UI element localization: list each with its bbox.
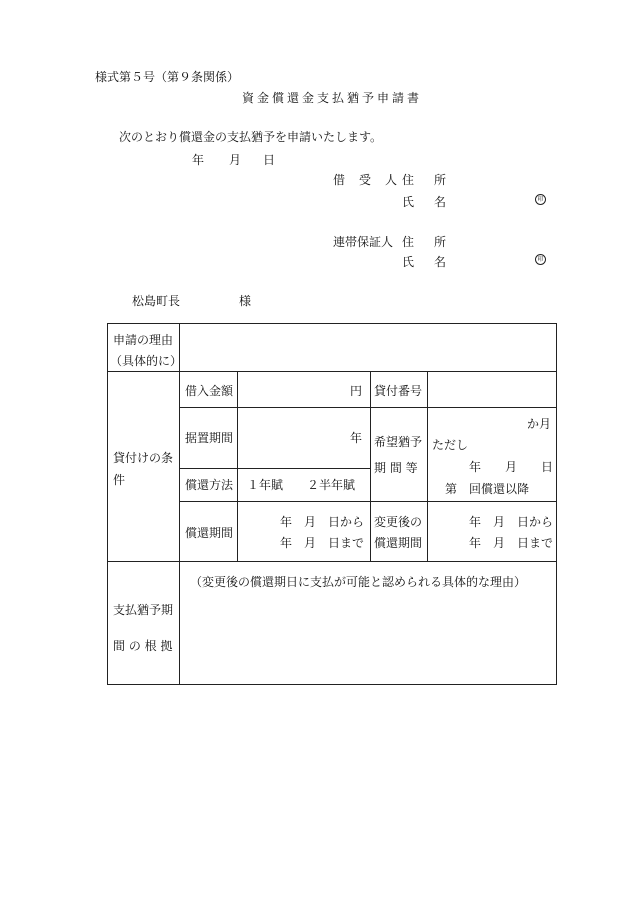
conditions-label: 貸付けの条 bbox=[113, 451, 174, 465]
changed-from-month: 月 bbox=[493, 515, 506, 529]
changed-to-day: 日まで bbox=[517, 536, 554, 550]
repayment-from-day: 日から bbox=[328, 515, 365, 529]
table-rule bbox=[179, 468, 370, 469]
changed-from-day: 日から bbox=[517, 515, 554, 529]
borrower-label: 借 受 人 bbox=[333, 173, 399, 187]
date-day-label: 日 bbox=[263, 153, 276, 167]
reason-label-sub: （具体的に） bbox=[110, 354, 183, 368]
reason-field[interactable] bbox=[181, 325, 555, 370]
desired-deferment-label-sub: 期 間 等 bbox=[374, 461, 418, 475]
deferment-label: 据置期間 bbox=[185, 431, 234, 445]
desired-date-year: 年 bbox=[469, 460, 482, 474]
date-month-label: 月 bbox=[229, 153, 242, 167]
repayment-method-label: 償還方法 bbox=[185, 478, 234, 492]
table-rule bbox=[370, 371, 371, 561]
desired-from-installment: 第 回償還以降 bbox=[445, 482, 530, 496]
changed-from-year: 年 bbox=[469, 515, 482, 529]
desired-deferment-label: 希望猶予 bbox=[374, 435, 423, 449]
basis-note: （変更後の償還期日に支払が可能と認められる具体的な理由） bbox=[190, 575, 527, 589]
guarantor-label: 連帯保証人 bbox=[333, 235, 394, 249]
basis-field[interactable] bbox=[181, 595, 555, 683]
borrower-name-label: 氏 名 bbox=[402, 195, 451, 209]
desired-date-month: 月 bbox=[505, 460, 518, 474]
repayment-period-label: 償還期間 bbox=[185, 526, 234, 540]
table-rule bbox=[427, 371, 428, 561]
changed-period-label-sub: 償還期間 bbox=[374, 536, 423, 550]
intro-text: 次のとおり償還金の支払猶予を申請いたします。 bbox=[119, 130, 383, 144]
deferment-unit: 年 bbox=[350, 431, 363, 445]
changed-period-label: 変更後の bbox=[374, 515, 423, 529]
repayment-to-day: 日まで bbox=[328, 536, 365, 550]
repayment-to-month: 月 bbox=[304, 536, 317, 550]
addressee-honorific: 様 bbox=[239, 294, 252, 308]
loan-amount-field[interactable] bbox=[239, 373, 368, 406]
changed-to-month: 月 bbox=[493, 536, 506, 550]
basis-label: 支払猶予期 bbox=[113, 603, 174, 617]
loan-number-label: 貸付番号 bbox=[374, 384, 423, 398]
table-rule bbox=[179, 323, 180, 685]
borrower-seal-icon: 印 bbox=[535, 194, 546, 205]
repayment-method-options[interactable]: １年賦 ２半年賦 bbox=[247, 478, 356, 492]
table-rule bbox=[179, 407, 557, 408]
table-rule bbox=[237, 371, 238, 561]
repayment-from-year: 年 bbox=[280, 515, 293, 529]
addressee-name: 松島町長 bbox=[132, 294, 181, 308]
loan-number-field[interactable] bbox=[429, 373, 555, 406]
desired-proviso-text: ただし bbox=[432, 438, 469, 452]
reason-label: 申請の理由 bbox=[113, 333, 174, 347]
desired-months-unit: か月 bbox=[527, 417, 552, 431]
repayment-from-month: 月 bbox=[304, 515, 317, 529]
conditions-label-sub: 件 bbox=[113, 473, 126, 487]
table-rule bbox=[107, 371, 557, 372]
guarantor-name-label: 氏 名 bbox=[402, 255, 451, 269]
table-rule bbox=[179, 501, 557, 502]
date-year-label: 年 bbox=[192, 153, 205, 167]
borrower-address-label: 住 所 bbox=[402, 173, 451, 187]
form-number: 様式第５号（第９条関係） bbox=[95, 70, 240, 84]
document-title: 資金償還金支払猶予申請書 bbox=[242, 91, 423, 105]
loan-amount-unit: 円 bbox=[350, 384, 363, 398]
deferment-field[interactable] bbox=[239, 409, 368, 467]
guarantor-address-label: 住 所 bbox=[402, 235, 451, 249]
changed-to-year: 年 bbox=[469, 536, 482, 550]
basis-label-sub: 間 の 根 拠 bbox=[113, 639, 173, 653]
desired-date-day: 日 bbox=[541, 460, 554, 474]
repayment-to-year: 年 bbox=[280, 536, 293, 550]
loan-amount-label: 借入金額 bbox=[185, 384, 234, 398]
table-rule bbox=[107, 561, 557, 562]
guarantor-seal-icon: 印 bbox=[535, 254, 546, 265]
